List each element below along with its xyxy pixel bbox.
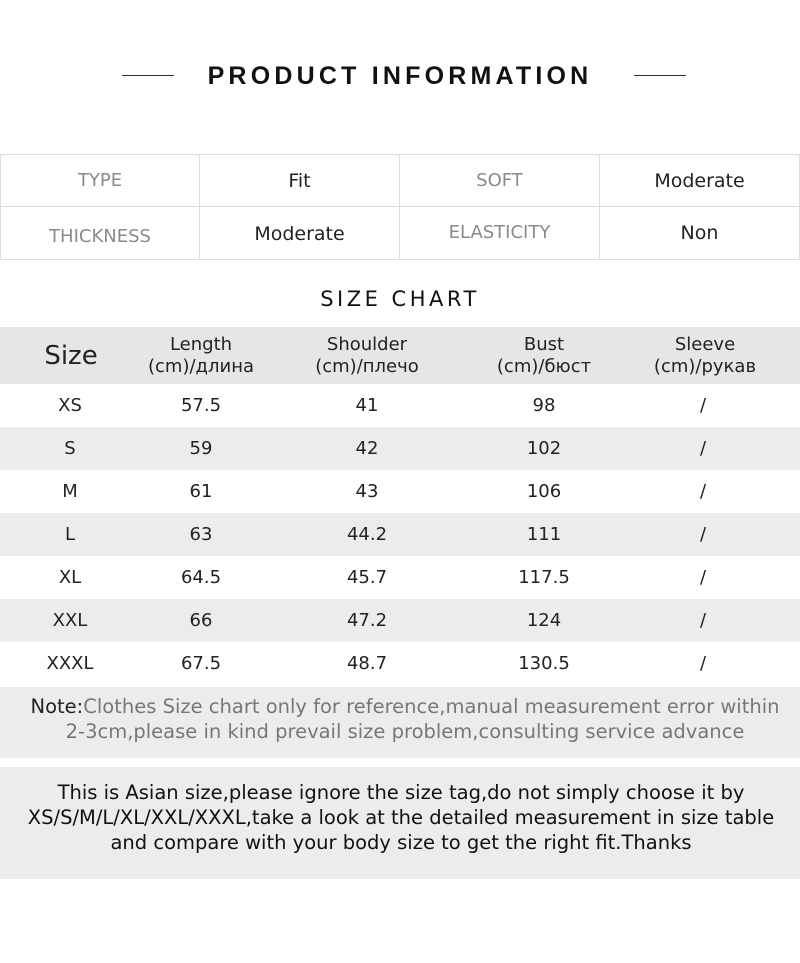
cell-length: 64.5 [180,567,222,588]
cell-length: 67.5 [180,653,222,674]
header-bust: Bust (cm)/бюст [496,333,592,377]
cell-bust: 117.5 [518,567,570,588]
info-label: TYPE [0,155,200,206]
cell-size: XXXL [46,653,94,674]
header-sleeve: Sleeve (cm)/рукав [653,333,757,377]
asian-size-notice [0,767,800,879]
cell-size: L [64,524,76,545]
cell-bust: 130.5 [518,653,570,674]
cell-sleeve: / [699,438,707,459]
header-length: Length (cm)/длина [148,333,254,377]
size-chart-title: SIZE CHART [320,287,480,311]
table-row [0,427,800,470]
info-value: Non [600,207,800,259]
cell-length: 66 [189,610,213,631]
info-value: Moderate [600,155,800,206]
product-info-table [0,154,800,260]
cell-shoulder: 45.7 [346,567,388,588]
cell-length: 63 [189,524,213,545]
cell-sleeve: / [699,524,707,545]
cell-length: 57.5 [180,395,222,416]
cell-shoulder: 48.7 [346,653,388,674]
cell-length: 59 [189,438,213,459]
cell-bust: 98 [532,395,556,416]
cell-shoulder: 42 [355,438,379,459]
product-info-row [0,207,800,259]
cell-bust: 111 [526,524,562,545]
cell-bust: 106 [526,481,562,502]
size-note-text: Note:Clothes Size chart only for reference,manual measurement error within 2-3cm,please in kind prevail size problem,consulting service advance [30,695,780,743]
header-size: Size [44,340,98,371]
cell-size: S [64,438,76,459]
info-label: THICKNESS [0,207,200,259]
cell-bust: 102 [526,438,562,459]
cell-shoulder: 41 [355,395,379,416]
cell-sleeve: / [699,610,707,631]
page-header [0,58,800,94]
header-shoulder: Shoulder (cm)/плечо [315,333,419,377]
note-label: Note: [30,695,84,718]
cell-size: M [62,481,78,502]
cell-bust: 124 [526,610,562,631]
asian-size-notice-text: This is Asian size,please ignore the size tag,do not simply choose it by XS/S/M/L/XL/XXL/XXXL,take a look at the detailed measurement in size table and compare with your body size to get the right fit.Thanks [27,781,775,854]
table-row [0,384,800,427]
title-divider-right [634,75,686,76]
cell-sleeve: / [699,653,707,674]
info-value: Fit [200,155,400,206]
cell-size: XXL [52,610,88,631]
cell-size: XS [58,395,82,416]
product-info-row [0,155,800,207]
table-row [0,513,800,556]
cell-sleeve: / [699,481,707,502]
cell-shoulder: 47.2 [346,610,388,631]
table-row [0,556,800,599]
info-value: Moderate [200,207,400,259]
cell-sleeve: / [699,567,707,588]
cell-size: XL [58,567,82,588]
cell-length: 61 [189,481,213,502]
info-label: SOFT [400,155,600,206]
cell-shoulder: 43 [355,481,379,502]
size-note [0,687,800,758]
info-label: ELASTICITY [400,207,600,259]
table-row [0,642,800,685]
table-row [0,599,800,642]
size-chart-header [0,327,800,384]
page-title: PRODUCT INFORMATION [207,62,593,90]
cell-sleeve: / [699,395,707,416]
cell-shoulder: 44.2 [346,524,388,545]
table-row [0,470,800,513]
